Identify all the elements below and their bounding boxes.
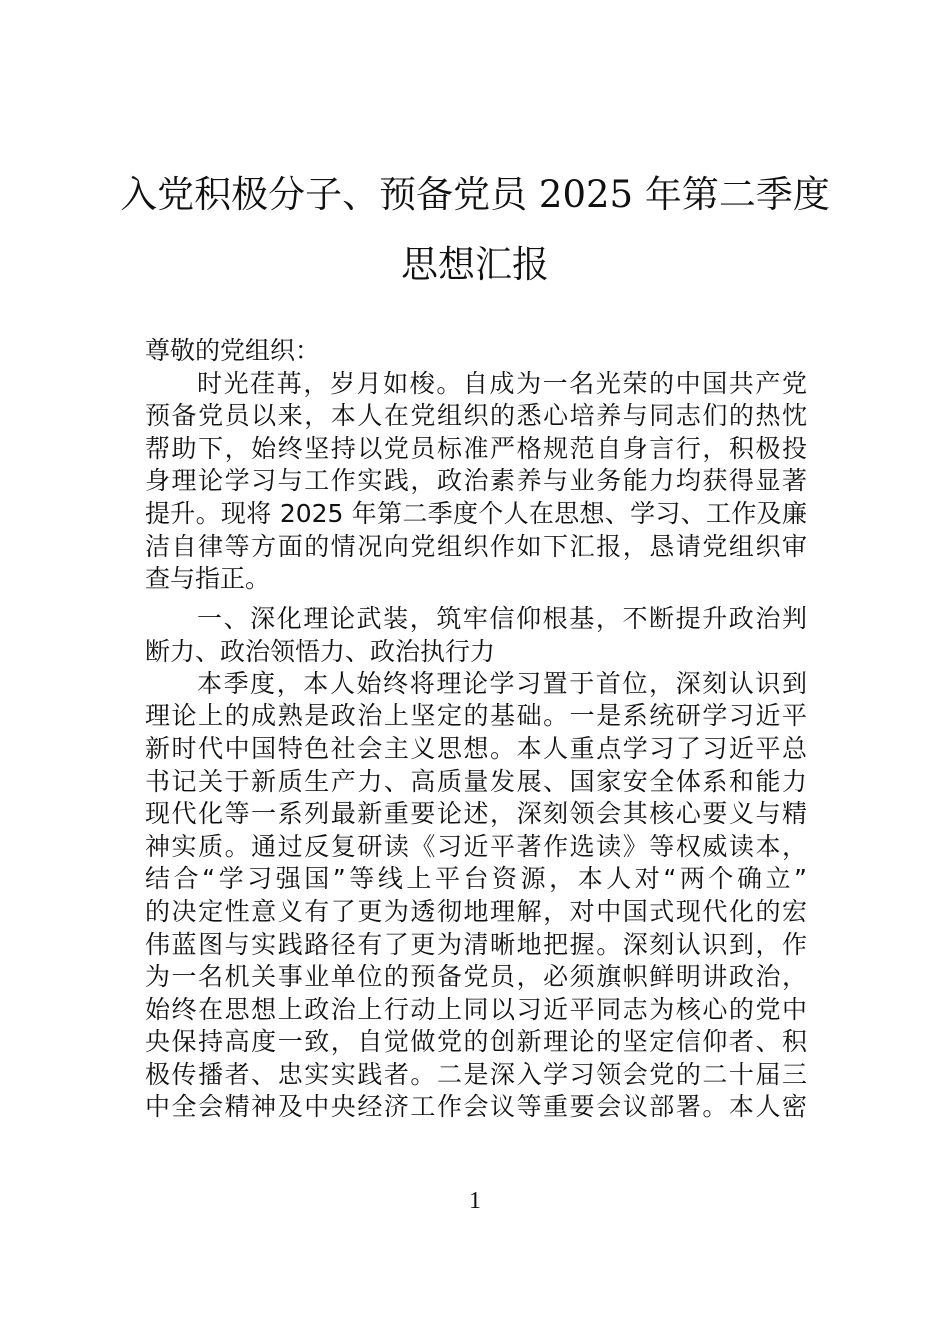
text-line: 现代化等一系列最新重要论述，深刻领会其核心要义与精 <box>145 799 807 829</box>
text-line: 理论上的成熟是政治上坚定的基础。一是系统研学习近平 <box>145 701 807 731</box>
text-line: 时光荏苒，岁月如梭。自成为一名光荣的中国共产党 <box>197 368 807 398</box>
document-title-line-2: 思想汇报 <box>401 243 549 286</box>
paragraph <box>145 668 807 1124</box>
text-line: 洁自律等方面的情况向党组织作如下汇报，恳请党组织审 <box>145 531 807 561</box>
text-line: 为一名机关事业单位的预备党员，必须旗帜鲜明讲政治， <box>145 962 807 992</box>
section-heading <box>145 602 807 668</box>
document-title-line-1: 入党积极分子、预备党员 2025 年第二季度 <box>120 173 830 216</box>
document-body <box>145 335 807 1124</box>
text-line: 帮助下，始终坚持以党员标准严格规范自身言行，积极投 <box>145 433 807 463</box>
text-line: 尊敬的党组织： <box>145 336 321 365</box>
text-line: 本季度，本人始终将理论学习置于首位，深刻认识到 <box>197 668 807 698</box>
text-line: 查与指正。 <box>145 564 271 594</box>
paragraph <box>145 368 807 596</box>
text-line: 结合“学习强国”等线上平台资源，本人对“两个确立” <box>145 864 807 894</box>
text-line: 极传播者、忠实实践者。二是深入学习领会党的二十届三 <box>145 1059 807 1089</box>
page-number: 1 <box>469 1188 481 1214</box>
text-line: 一、深化理论武装，筑牢信仰根基，不断提升政治判 <box>197 603 807 633</box>
text-line: 提升。现将 2025 年第二季度个人在思想、学习、工作及廉 <box>145 498 807 528</box>
text-line: 断力、政治领悟力、政治执行力 <box>145 636 496 666</box>
text-line: 始终在思想上政治上行动上同以习近平同志为核心的党中 <box>145 994 807 1024</box>
text-line: 的决定性意义有了更为透彻地理解，对中国式现代化的宏 <box>145 896 807 926</box>
text-line: 伟蓝图与实践路径有了更为清晰地把握。深刻认识到，作 <box>145 929 807 959</box>
text-line: 新时代中国特色社会主义思想。本人重点学习了习近平总 <box>145 733 807 763</box>
text-line: 神实质。通过反复研读《习近平著作选读》等权威读本， <box>145 831 807 861</box>
text-line: 央保持高度一致，自觉做党的创新理论的坚定信仰者、积 <box>145 1027 807 1057</box>
text-line: 书记关于新质生产力、高质量发展、国家安全体系和能力 <box>145 766 807 796</box>
text-line: 中全会精神及中央经济工作会议等重要会议部署。本人密 <box>145 1092 807 1122</box>
text-line: 身理论学习与工作实践，政治素养与业务能力均获得显著 <box>145 466 807 496</box>
text-line: 预备党员以来，本人在党组织的悉心培养与同志们的热忱 <box>145 401 807 431</box>
salutation <box>145 335 807 368</box>
